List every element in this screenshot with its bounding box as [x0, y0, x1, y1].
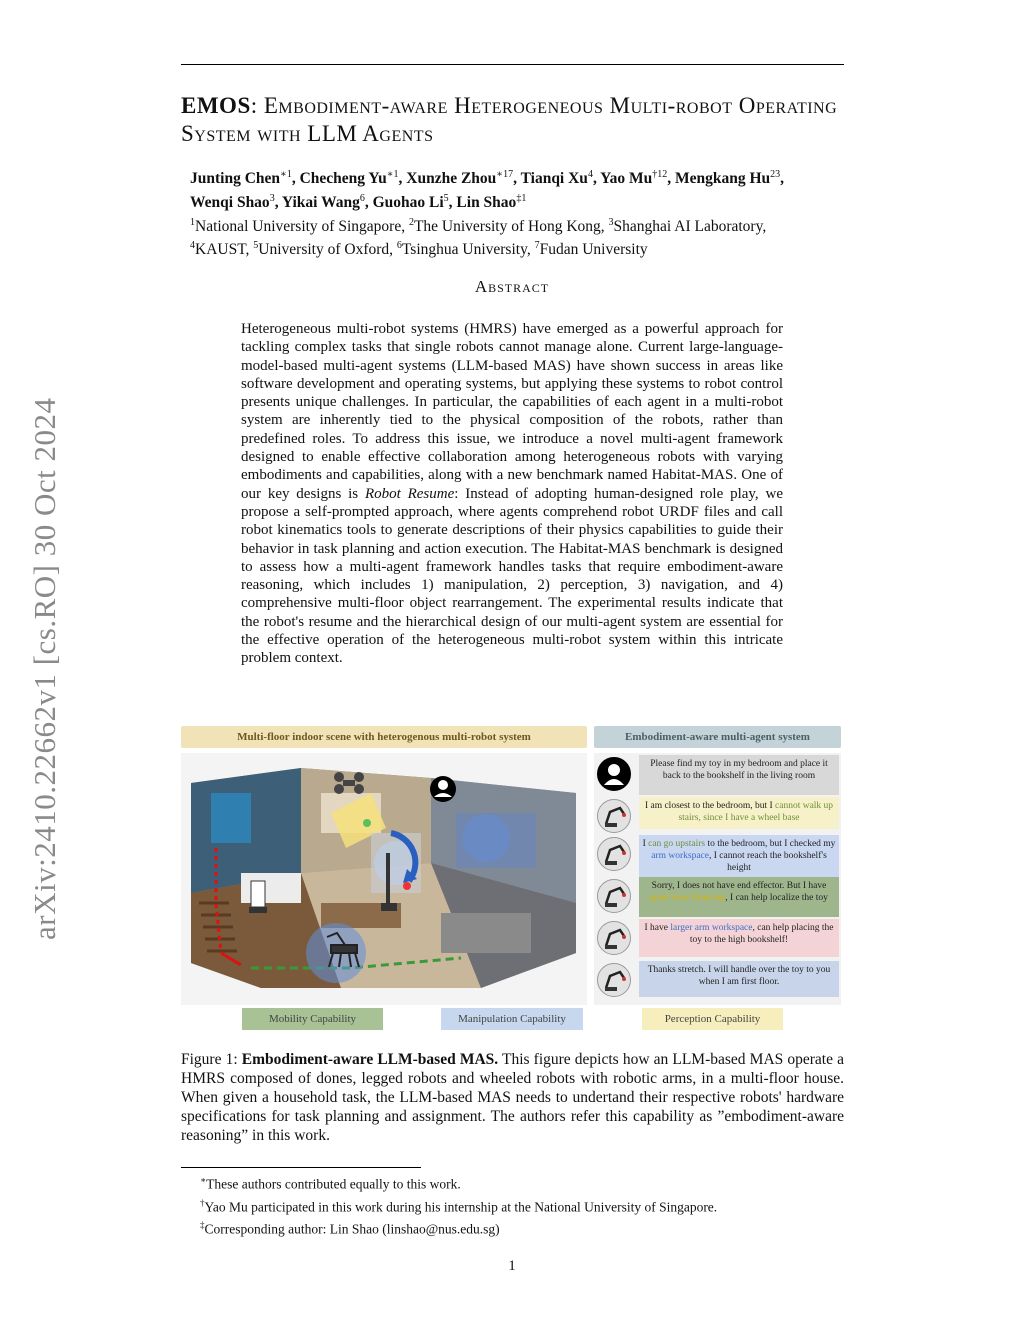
agent-message-row [594, 835, 841, 873]
author-name: Lin Shao [456, 194, 517, 212]
message-text: can go upstairs [648, 839, 706, 849]
message-text: , I can help localize the toy [725, 893, 828, 903]
affiliation-name: KAUST [195, 241, 246, 259]
footnote-mark: † [200, 1197, 205, 1208]
message-text: Sorry, I does not have end effector. But I have [651, 881, 827, 891]
author-mark: 4 [587, 169, 593, 180]
author-name: Mengkang Hu [674, 170, 771, 188]
author-mark: ∗1 [386, 169, 399, 180]
agent-chat-panel [594, 753, 841, 1005]
figure-caption [181, 1050, 844, 1145]
affiliation-number: 7 [534, 240, 540, 252]
drone-icon [597, 879, 631, 913]
footnote [200, 1216, 840, 1239]
affiliation-number: 4 [190, 240, 195, 252]
author-name: Yikai Wang [281, 194, 360, 212]
agent-message-bubble [639, 755, 839, 795]
affiliation-list: $^1$National University of Singapore, $^2$The University of Hong Kong, $^3$Shanghai AI Laboratory, $^4$KAUST, $^5$University of Oxford, $^6$Tsinghua University, $^7$Fudan University [190, 217, 767, 259]
footnotes [200, 1171, 840, 1239]
agent-message-bubble [639, 797, 839, 829]
legend-manipulation: Manipulation Capability [441, 1008, 583, 1030]
affiliation-number: 2 [408, 217, 414, 228]
message-text: , can help placing the toy to the high bookshelf! [689, 923, 834, 945]
agent-message-row [594, 961, 841, 999]
caption-text: This figure depicts how an LLM-based MAS operate a HMRS composed of dones, legged robots and wheeled robots with robotic arms, in a multi-floor house. When given a household task, the LLM-based MAS needs to undertand their respective robots' hardware specifications for task planning and assignment. The authors refer this capability as ”embodiment-aware reasoning” in this work. [181, 1051, 844, 1144]
agent-message-bubble [639, 961, 839, 997]
message-text: Please find my toy in my bedroom and place it back to the bookshelf in the living room [650, 759, 828, 781]
author-mark: †12 [652, 169, 668, 180]
legend-mobility: Mobility Capability [242, 1008, 383, 1030]
stretch-robot-icon [597, 921, 631, 955]
message-text: to the bedroom, but I checked my [705, 839, 836, 849]
message-text: I [642, 839, 649, 849]
affiliation-name: National University of Singapore [195, 218, 402, 236]
agent-message-bubble [639, 877, 839, 917]
affiliation-number: 3 [608, 217, 614, 228]
footnote [200, 1171, 840, 1194]
author-name: Checheng Yu [299, 170, 387, 188]
footnote-text: Corresponding author: Lin Shao (linshao@nus.edu.sg) [204, 1221, 500, 1237]
arxiv-stamp: arXiv:2410.22662v1 [cs.RO] 30 Oct 2024 [27, 397, 62, 940]
author-name: Guohao Li [372, 194, 444, 212]
figure-1 [181, 725, 844, 1035]
affiliation-number: 5 [253, 240, 259, 252]
affiliation-name: The University of Hong Kong [413, 218, 601, 236]
message-text: cannot walk up stairs, since I have a wheel base [678, 801, 834, 823]
legged-arm-robot-icon [597, 963, 631, 997]
abstract-heading: Abstract [474, 277, 550, 296]
message-text: Thanks stretch. I will handle over the toy to you when I am first floor. [647, 965, 831, 987]
author-mark: ∗17 [496, 169, 514, 180]
person-icon [597, 757, 631, 791]
author-name: Yao Mu [600, 170, 653, 188]
footnote-text: Yao Mu participated in this work during his internship at the National University of Singapore. [204, 1199, 718, 1214]
agent-header: Embodiment-aware multi-agent system [594, 726, 841, 748]
author-name: Wenqi Shao [190, 194, 270, 212]
paper-title [181, 92, 861, 148]
abstract-body [241, 320, 783, 668]
agent-message-row [594, 919, 841, 957]
affiliation-name: Shanghai AI Laboratory [613, 218, 763, 236]
author-name: Xunzhe Zhou [406, 170, 497, 188]
legend-perception: Perception Capability [642, 1008, 783, 1030]
affiliation-name: Fudan University [539, 241, 648, 259]
message-text: I have [644, 923, 671, 933]
agent-message-bubble [639, 835, 839, 877]
affiliation-name: University of Oxford [258, 241, 390, 259]
message-text: , I cannot reach the bookshelf's height [708, 851, 827, 873]
author-mark: ‡1 [516, 193, 527, 205]
footnote-text: These authors contributed equally to this work. [206, 1176, 461, 1192]
message-text: larger arm workspace [670, 923, 753, 933]
author-mark: 5 [443, 193, 449, 205]
footnote [200, 1194, 840, 1217]
author-mark: 6 [359, 193, 365, 205]
abstract-part1: Heterogeneous multi-robot systems (HMRS) have emerged as a powerful approach for tackling complex tasks that single robots cannot manage alone. Current large-language-model-based multi-agent systems (LLM-based MAS) have shown success in areas like software development and operating systems, but applying these systems to robot control presents unique challenges. In particular, the capabilities of each agent in a multi-robot system are inherently tied to the physical composition of the robots, rather than predefined roles. To address this issue, we introduce a novel multi-agent framework designed to enable effective collaboration among heterogeneous robots with varying embodiments and capabilities, along with a new benchmark named Habitat-MAS. One of our key designs is [241, 321, 783, 502]
title-short: EMOS [181, 93, 251, 118]
affiliation-number: 1 [190, 217, 195, 228]
caption-label: Figure 1: [181, 1051, 242, 1068]
author-mark: 3 [269, 193, 275, 205]
scene-header: Multi-floor indoor scene with heterogenous multi-robot system [181, 726, 587, 748]
title-rest: : Embodiment-aware Heterogeneous Multi-robot Operating System with LLM Agents [181, 93, 838, 146]
page-number: 1 [508, 1258, 516, 1274]
house-scene-svg [181, 753, 587, 1005]
house-scene-illustration [181, 753, 587, 1005]
agent-message-row [594, 797, 841, 835]
affiliation-number: 6 [396, 240, 402, 252]
footnote-mark: ∗ [200, 1175, 207, 1185]
footnote-rule [181, 1167, 421, 1168]
legged-arm-robot-icon [597, 837, 631, 871]
abstract-part2: : Instead of adopting human-designed role play, we propose a self-prompted approach, where agents comprehend robot URDF files and call robot kinematics tools to generate descriptions of their physics capabilities to guide their behavior in task planning and action execution. The Habitat-MAS benchmark is designed to assess how a multi-agent framework handles tasks that require embodiment-aware reasoning, which includes 1) manipulation, 2) perception, 3) navigation, and 4) comprehensive multi-floor object rearrangement. The experimental results indicate that the robot's resume and the hierarchical design of our multi-agent system are essential for the effective operation of the heterogeneous multi-robot system within this intricate problem context. [241, 485, 783, 667]
abstract-italic: Robot Resume [364, 485, 455, 502]
footnote-mark: ‡ [200, 1220, 205, 1230]
agent-message-bubble [639, 919, 839, 957]
author-name: Tianqi Xu [520, 170, 588, 188]
top-rule [181, 64, 844, 65]
affiliation-name: Tsinghua University [401, 241, 527, 259]
author-name: Junting Chen [190, 170, 281, 188]
author-list: Junting Chen$^{∗1}$, Checheng $Yu^{∗1}$, Xunzhe Zhou$^{∗17}$, Tianqi Xu$^4$, Yao Mu$^{\dagger 12}$, Mengkang Hu$^{23}$, Wenqi Shao$^3$, Yikai Wang$^6$, Guohao Li$^5$, Lin Shao$^{\ddagger 1}$ [190, 169, 785, 212]
message-text: arm workspace [651, 851, 709, 861]
wheeled-robot-icon [597, 799, 631, 833]
agent-message-row [594, 877, 841, 915]
caption-bold: Embodiment-aware LLM-based MAS. [241, 1051, 499, 1068]
message-text: I am closest to the bedroom, but I [644, 801, 776, 811]
author-mark: ∗1 [280, 169, 292, 180]
author-mark: 23 [770, 169, 781, 180]
agent-message-row [594, 755, 841, 793]
message-text: good view from top [650, 893, 726, 903]
